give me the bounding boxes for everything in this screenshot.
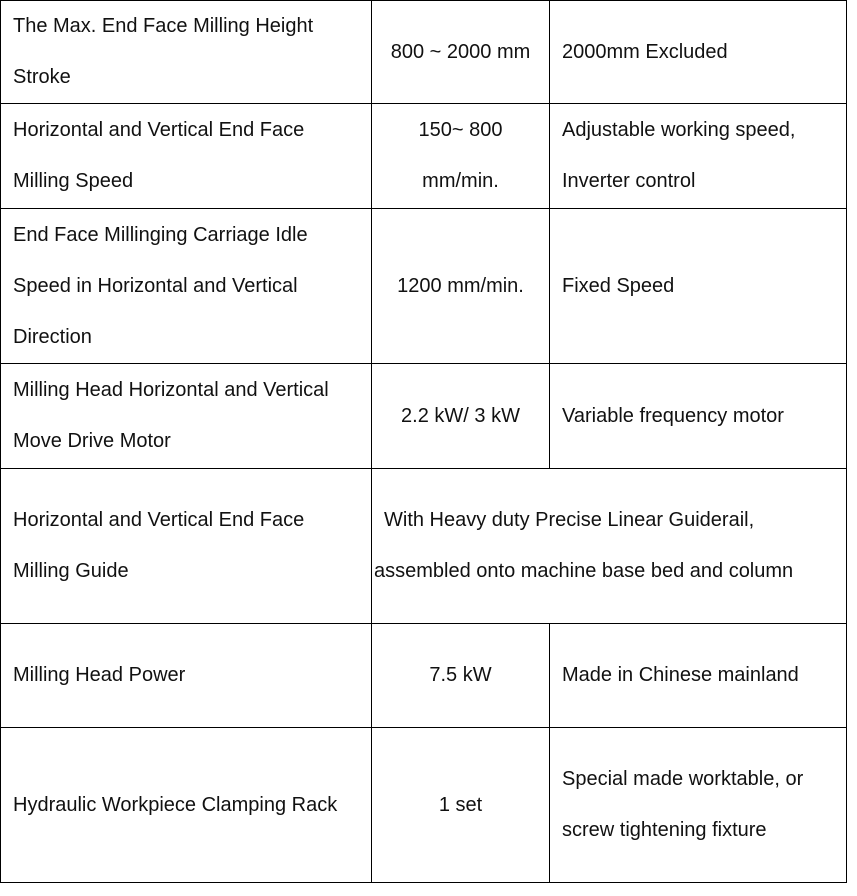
note-cell: Special made worktable, or screw tightening fixture: [550, 728, 847, 883]
table-row: [1, 104, 847, 209]
table-row: [1, 1, 847, 104]
note-cell: Made in Chinese mainland: [550, 624, 847, 728]
table-row: [1, 364, 847, 469]
param-cell: Milling Head Horizontal and Vertical Move Drive Motor: [1, 364, 372, 469]
param-cell: Horizontal and Vertical End Face Milling Guide: [1, 469, 372, 624]
note-cell: Variable frequency motor: [550, 364, 847, 469]
value-cell: 1200 mm/min.: [372, 209, 550, 364]
merged-cell: [372, 469, 847, 624]
table-row: [1, 469, 847, 624]
param-cell: Milling Head Power: [1, 624, 372, 728]
merged-cell-text: With Heavy duty Precise Linear Guiderail, assembled onto machine base bed and column: [374, 509, 794, 582]
param-cell: The Max. End Face Milling Height Stroke: [1, 1, 372, 104]
note-cell: 2000mm Excluded: [550, 1, 847, 104]
table-row: [1, 209, 847, 364]
value-cell: 1 set: [372, 728, 550, 883]
param-cell: Hydraulic Workpiece Clamping Rack: [1, 728, 372, 883]
param-cell: Horizontal and Vertical End Face Milling Speed: [1, 104, 372, 209]
table-row: [1, 728, 847, 883]
note-cell: Fixed Speed: [550, 209, 847, 364]
value-cell: 150~ 800 mm/min.: [372, 104, 550, 209]
value-cell: 7.5 kW: [372, 624, 550, 728]
note-cell: Adjustable working speed, Inverter control: [550, 104, 847, 209]
value-cell: 2.2 kW/ 3 kW: [372, 364, 550, 469]
value-cell: 800 ~ 2000 mm: [372, 1, 550, 104]
table-row: [1, 624, 847, 728]
param-cell: End Face Millinging Carriage Idle Speed in Horizontal and Vertical Direction: [1, 209, 372, 364]
